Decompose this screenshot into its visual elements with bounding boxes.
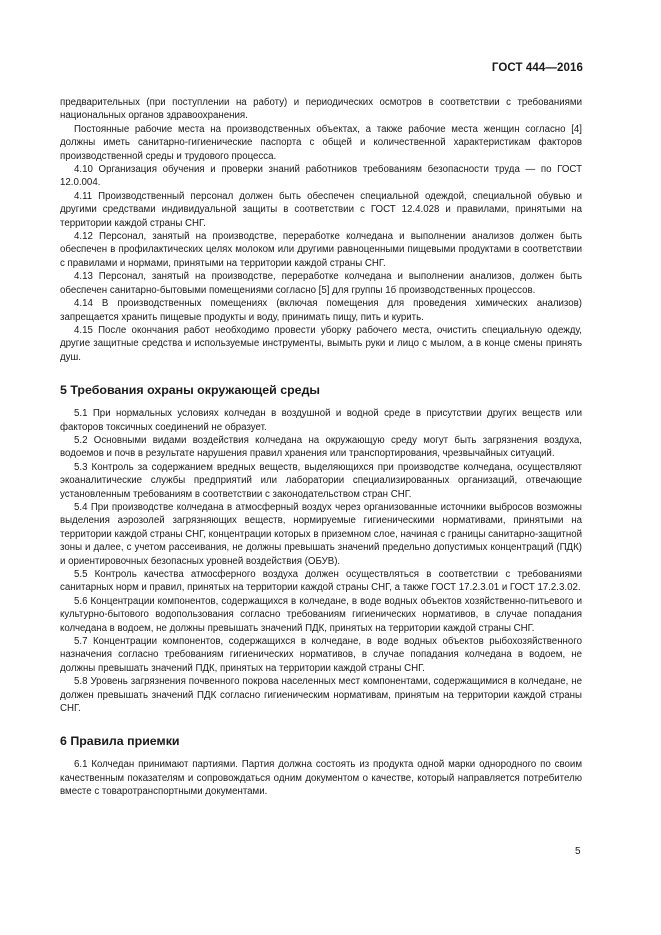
intro-paragraph: Постоянные рабочие места на производственных объектах, а также рабочие места женщин согласно [4] должны иметь санитарно-гигиенические паспорта с общей и количественной характеристикам факторов производственной среды и трудового процесса.	[60, 123, 582, 162]
clause-4-14: 4.14 В производственных помещениях (включая помещения для проведения химических анализов) запрещается хранить пищевые продукты и воду, принимать пищу, пить и курить.	[60, 298, 582, 323]
clause-5-3: 5.3 Контроль за содержанием вредных веществ, выделяющихся при производстве колчедана, осуществляют экоаналитические службы предприятий или лаборатории специализированных организаций, отвечающие установленным требованиям в соответствии с законодательством стран СНГ.	[60, 461, 582, 500]
clause-6-1: 6.1 Колчедан принимают партиями. Партия должна состоять из продукта одной марки однородного по своим качественным показателям и сопровождаться одним документом о качестве, который направляется потребителю вместе с товаротранспортными документами.	[60, 759, 582, 798]
clause-5-5: 5.5 Контроль качества атмосферного воздуха должен осуществляться в соответствии с требованиями санитарных норм и правил, принятых на территории каждой страны СНГ, а также ГОСТ 17.2.3.01 и ГОСТ 17.2.3.02.	[60, 569, 582, 594]
clause-5-8: 5.8 Уровень загрязнения почвенного покрова населенных мест компонентами, содержащимися в колчедане, не должен превышать значений ПДК согласно гигиеническим нормативам, принятым на территории каждой страны СНГ.	[60, 676, 582, 715]
page-content	[60, 96, 582, 799]
intro-paragraph: предварительных (при поступлении на работу) и периодических осмотров в соответствии с требованиями национальных органов здравоохранения.	[60, 97, 582, 122]
section-6-heading: 6 Правила приемки	[60, 734, 180, 749]
clause-4-11: 4.11 Производственный персонал должен быть обеспечен специальной одеждой, специальной обувью и другими средствами индивидуальной защиты в соответствии с ГОСТ 12.4.028 и правилами, принятыми на территории каждой страны СНГ.	[60, 190, 582, 229]
clause-5-7: 5.7 Концентрации компонентов, содержащихся в колчедане, в воде водных объектов рыбохозяйственного назначения согласно требованиям гигиенических нормативов, в случае попадания колчедана в водоем, не должны превышать значений ПДК, принятых на территории каждой страны СНГ.	[60, 636, 582, 674]
clause-5-2: 5.2 Основными видами воздействия колчедана на окружающую среду могут быть загрязнения воздуха, водоемов и почв в результате нарушения правил хранения или транспортирования, чрезвычайных ситуаций.	[60, 434, 582, 460]
clause-5-6: 5.6 Концентрации компонентов, содержащихся в колчедане, в воде водных объектов хозяйственно-питьевого и культурно-бытового водопользования согласно требованиям гигиенических нормативов, в случае попадания колчедана в водоем, не должны превышать значений ПДК, принятых на территории каждой страны СНГ.	[60, 595, 582, 634]
clause-4-10: 4.10 Организация обучения и проверки знаний работников требованиям безопасности труда — по ГОСТ 12.0.004.	[60, 164, 582, 189]
standard-code-header: ГОСТ 444—2016	[491, 62, 583, 74]
clause-4-13: 4.13 Персонал, занятый на производстве, переработке колчедана и выполнении анализов, должен быть обеспечен санитарно-бытовыми помещениями согласно [5] для группы 1б производственных процессов.	[60, 271, 582, 296]
clause-4-15: 4.15 После окончания работ необходимо провести уборку рабочего места, очистить специальную одежду, другие защитные средства и используемые инструменты, вымыть руки и лицо с мылом, а в конце смены принять душ.	[60, 324, 582, 363]
section-5-heading: 5 Требования охраны окружающей среды	[60, 383, 321, 398]
clause-5-4: 5.4 При производстве колчедана в атмосферный воздух через организованные источники выбросов возможны выделения аэрозолей загрязняющих веществ, нормируемые гигиеническими нормативами, принятыми на территории каждой страны СНГ, концентрации которых в приземном слое, начиная с границы санитарно-защитной зоны и далее, с учетом рассеивания, не должны превышать значений предельно допустимых концентраций (ПДК) и ориентировочных безопасных уровней воздействия (ОБУВ).	[60, 501, 582, 567]
clause-5-1: 5.1 При нормальных условиях колчедан в воздушной и водной среде в присутствии других веществ или факторов токсичных соединений не образует.	[60, 408, 582, 433]
clause-4-12: 4.12 Персонал, занятый на производстве, переработке колчедана и выполнении анализов должен быть обеспечен в профилактических целях молоком или другими равноценными пищевыми продуктами в соответствии с правилами и нормами, принятыми на территории каждой страны СНГ.	[60, 231, 582, 269]
page-number: 5	[575, 846, 581, 857]
